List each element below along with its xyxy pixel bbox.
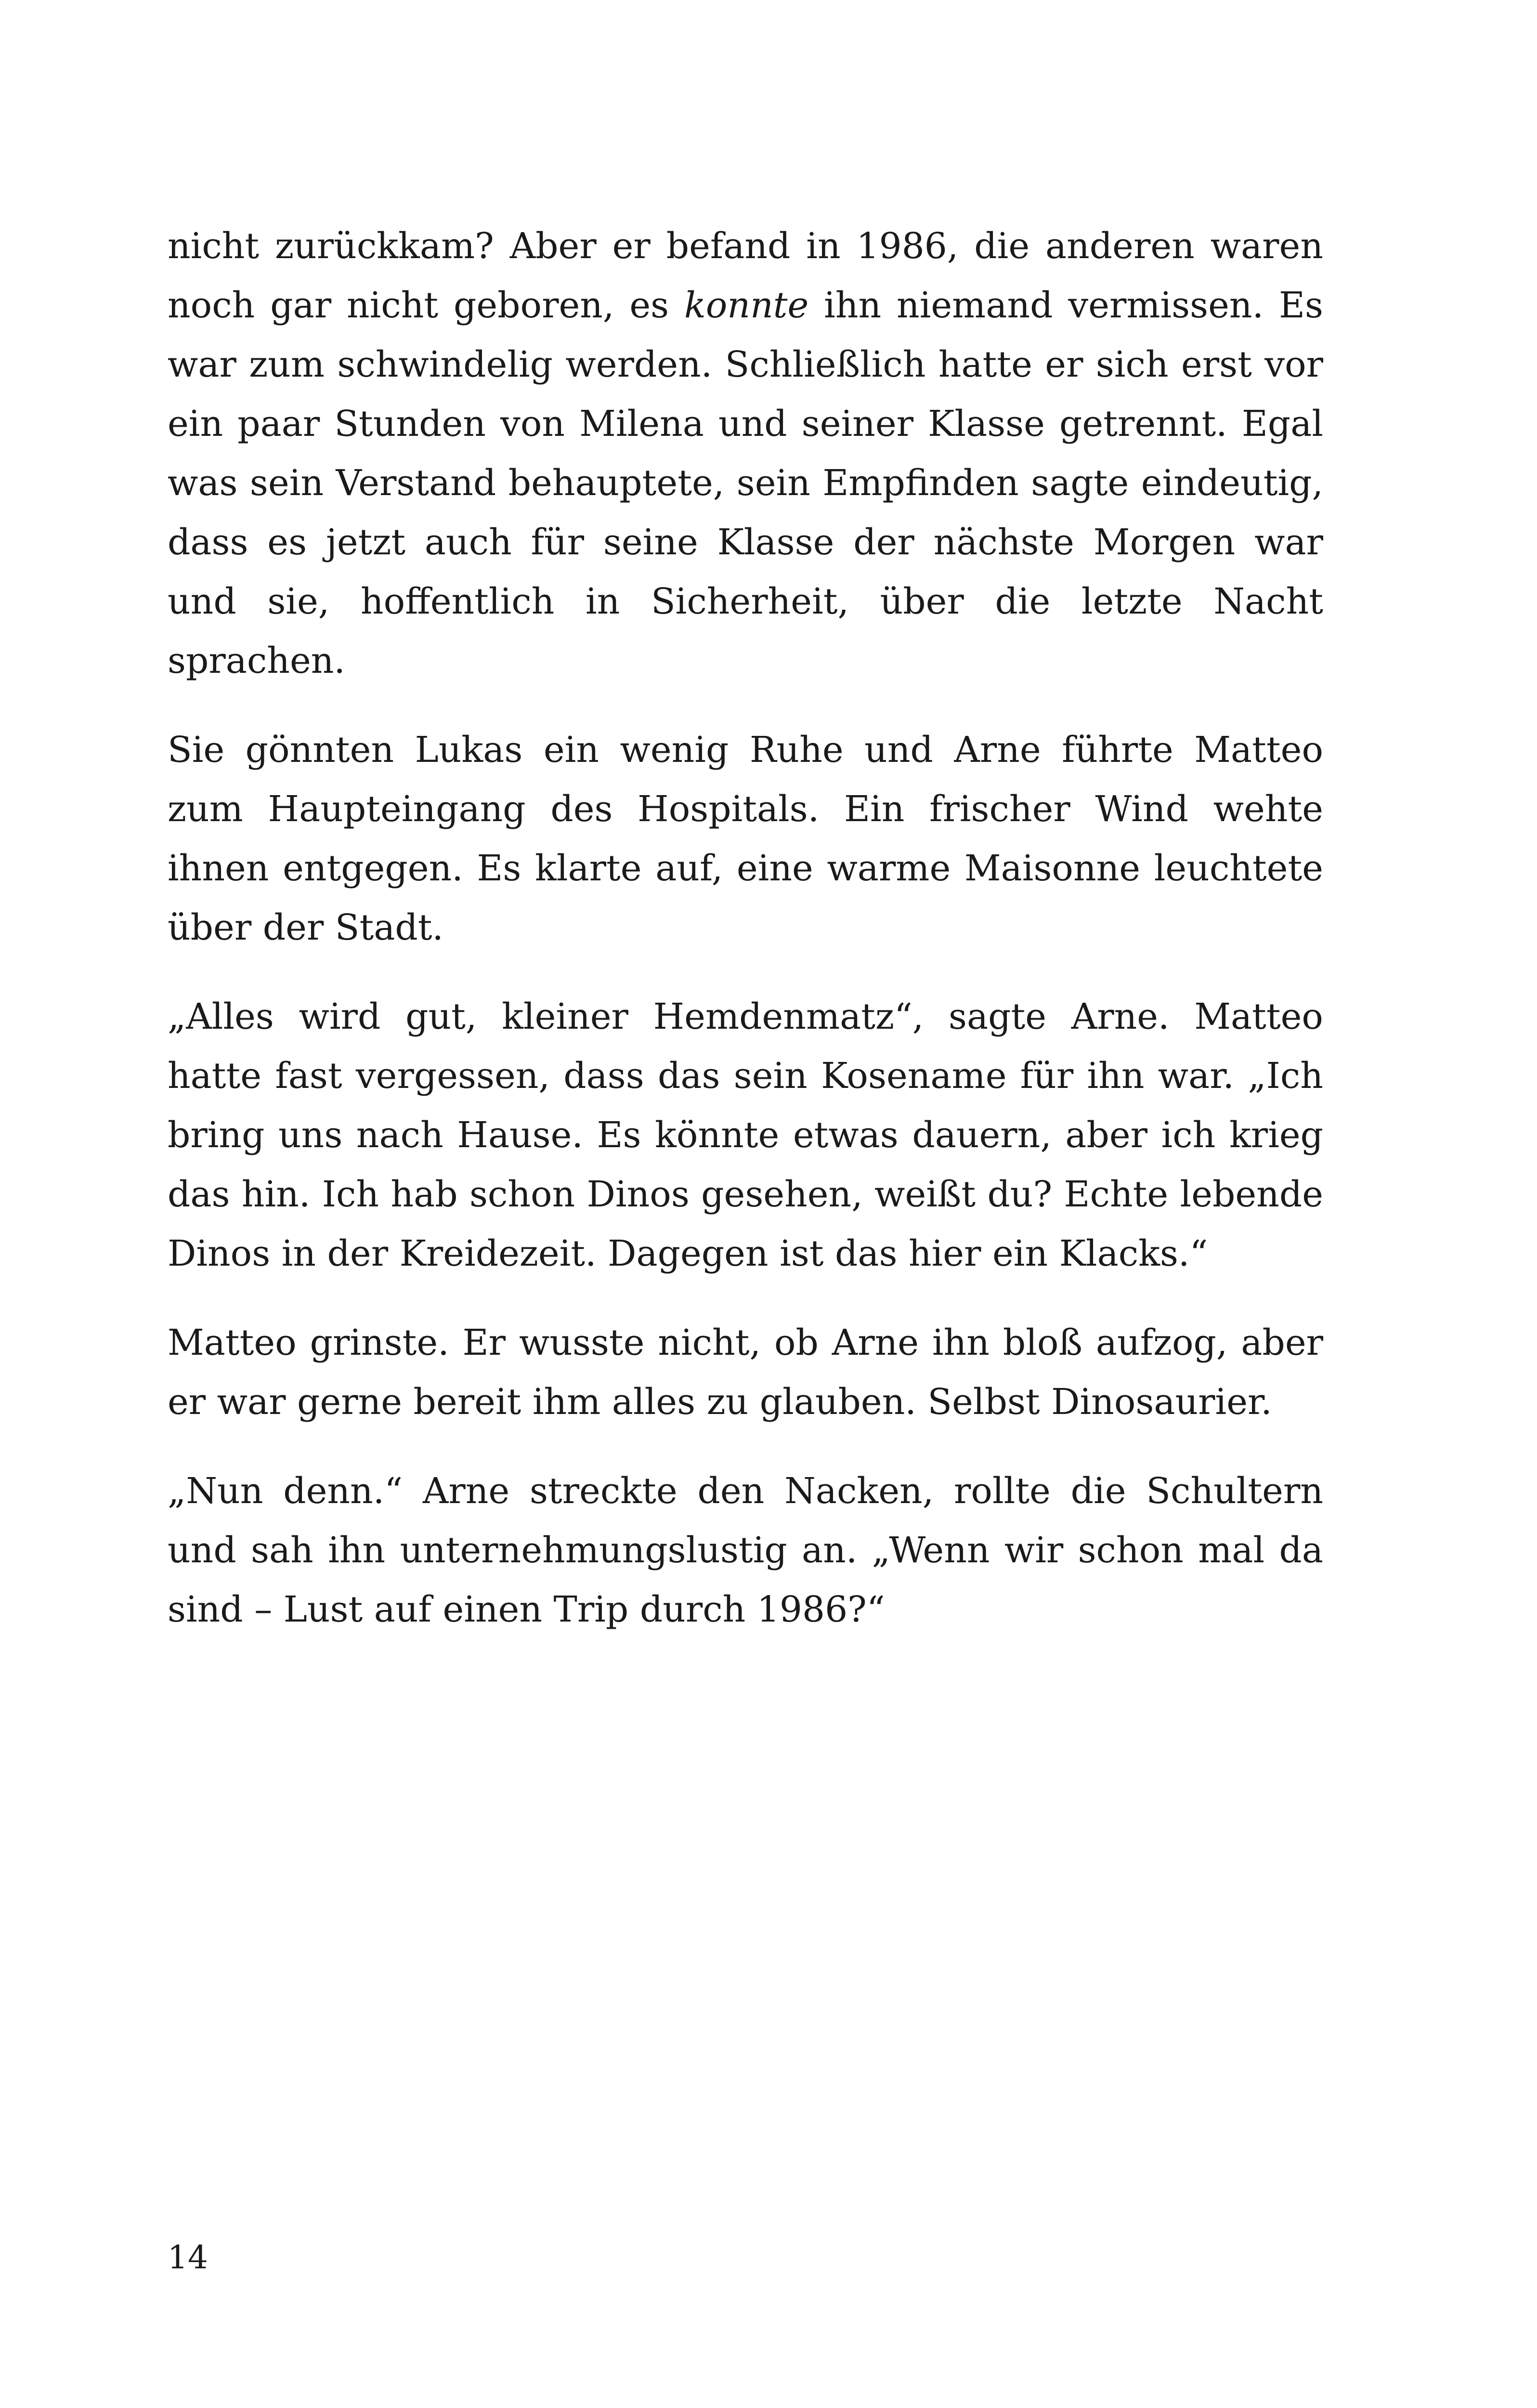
page-number: 14 — [168, 2239, 208, 2276]
paragraph-1 — [168, 217, 1323, 691]
paragraph-1-part-2: ihn niemand vermissen. Es war zum schwindelig werden. Schließlich hatte er sich erst vor ein paar Stunden von Milena und seiner Klasse getrennt. Egal was sein Verstand behauptete, sein Empfinden sagte eindeutig, dass es jetzt auch für seine Klasse der nächste Morgen war und sie, hoffentlich in Sicherheit, über die letzte Nacht sprachen. — [168, 285, 1323, 681]
paragraph-2: Sie gönnten Lukas ein wenig Ruhe und Arne führte Matteo zum Haupteingang des Hospitals. Ein frischer Wind wehte ihnen entgegen. Es klarte auf, eine warme Maisonne leuchtete über der Stadt. — [168, 729, 1323, 948]
paragraph-1-part-1: nicht zurückkam? Aber er befand in 1986, die anderen waren noch gar nicht geboren, es — [168, 225, 1323, 326]
paragraph-3: „Alles wird gut, kleiner Hemdenmatz“, sagte Arne. Matteo hatte fast vergessen, dass das sein Kosename für ihn war. „Ich bring uns nach Hause. Es könnte etwas dauern, aber ich krieg das hin. Ich hab schon Dinos gesehen, weißt du? Echte lebende Dinos in der Kreidezeit. Dagegen ist das hier ein Klacks.“ — [168, 996, 1323, 1274]
emphasis-konnte: konnte — [684, 285, 809, 326]
paragraph-4: Matteo grinste. Er wusste nicht, ob Arne ihn bloß aufzog, aber er war gerne bereit ihm alles zu glauben. Selbst Dinosaurier. — [168, 1322, 1323, 1423]
body-text — [168, 217, 1323, 1669]
paragraph-5: „Nun denn.“ Arne streckte den Nacken, rollte die Schultern und sah ihn unternehmungslustig an. „Wenn wir schon mal da sind – Lust auf einen Trip durch 1986?“ — [168, 1470, 1323, 1630]
